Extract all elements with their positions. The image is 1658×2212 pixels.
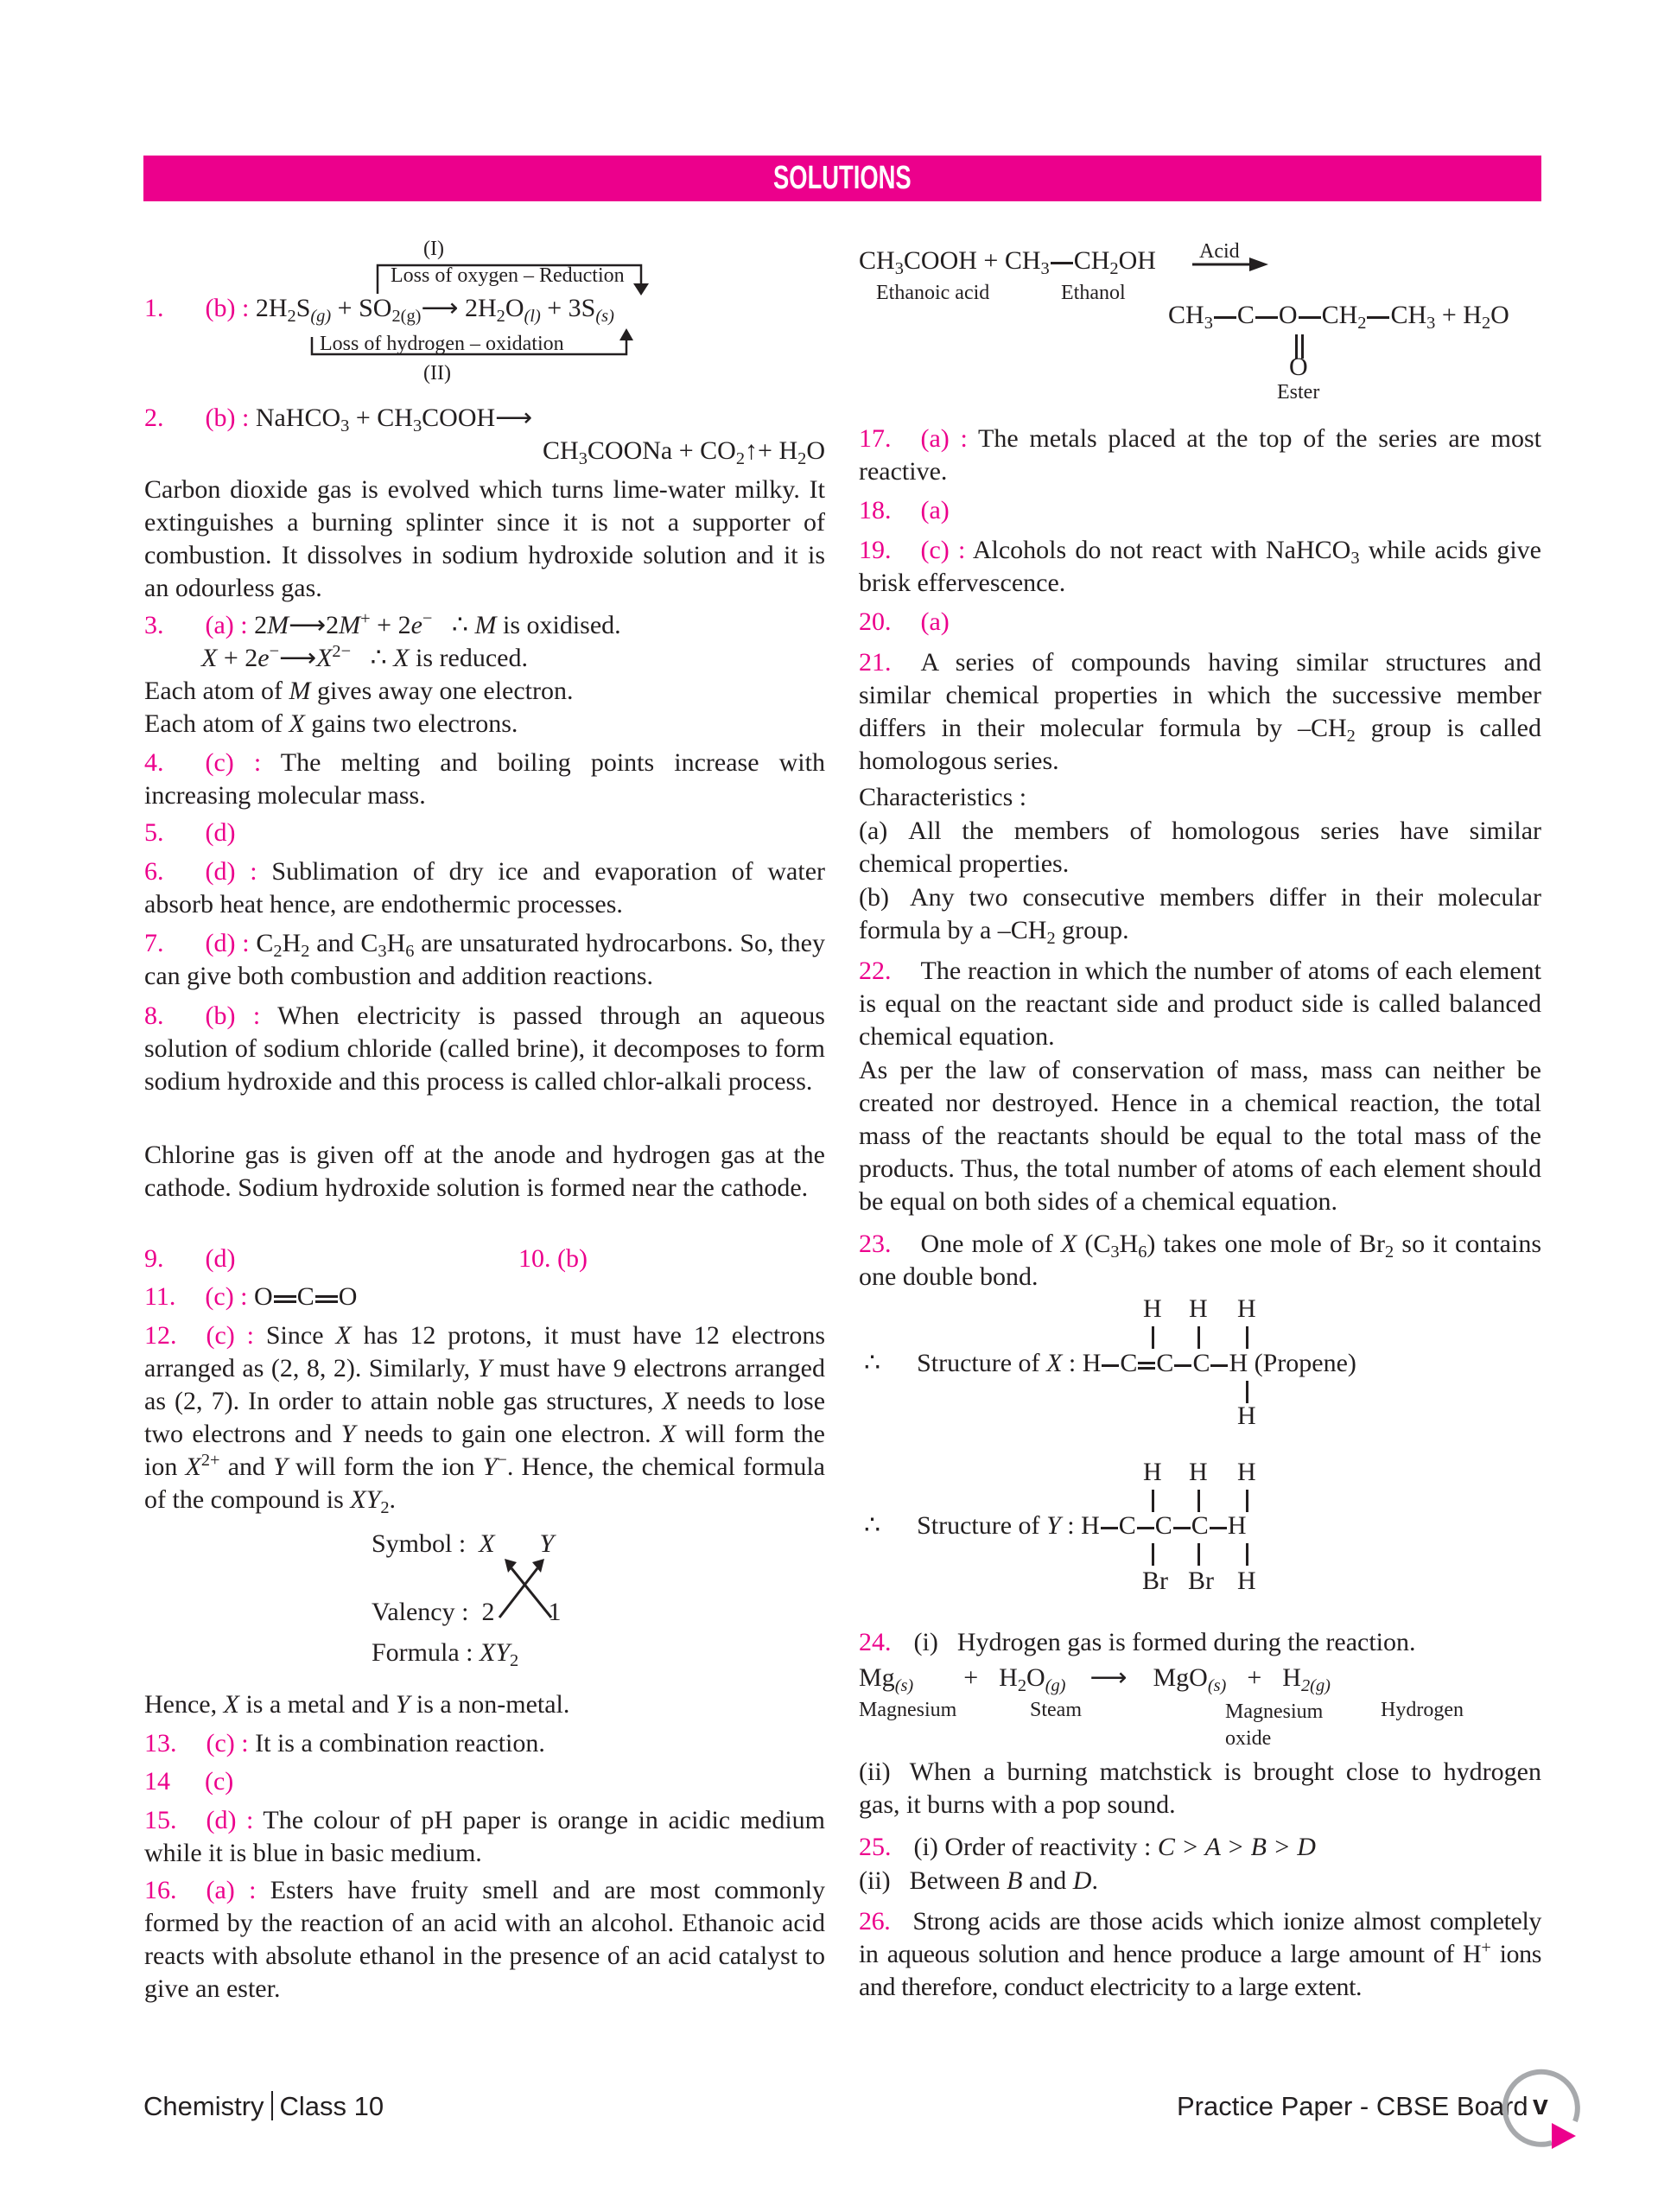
q23-number: 23. bbox=[859, 1230, 892, 1258]
answer-q10 bbox=[518, 1243, 588, 1275]
q10-number: 10. bbox=[518, 1244, 551, 1273]
q15-number: 15. bbox=[144, 1806, 177, 1834]
q12-conclusion: Hence, X is a metal and Y is a non-metal. bbox=[144, 1690, 570, 1719]
double-bond bbox=[274, 1295, 296, 1303]
footer-paper-title: Practice Paper - CBSE Board bbox=[1177, 2091, 1528, 2121]
q20-option: (a) bbox=[920, 607, 950, 636]
answer-q16: 16. (a) : Esters have fruity smell and are most commonly formed by the reaction of an acid with an alcohol. Ethanoic acid reacts with absolute ethanol in the presence of an acid catalyst to give an ester. bbox=[144, 1876, 825, 2003]
q17-option: (a) : bbox=[920, 424, 968, 453]
q21-characteristic-b: (b) Any two consecutive members differ in their molecular formula by a $-CH_2$ group. bbox=[859, 883, 1541, 949]
answer-q7: 7. (d) : $C_2H_2$ and $C_3H_6$ are unsaturated hydrocarbons. So, they can give both combustion and addition reactions. bbox=[144, 929, 825, 990]
answer-q12: 12. (c) : Since X has 12 protons, it must have 12 electrons arranged as (2, 8, 2). Similarly, Y must have 9 electrons arranged as (2, 7). In order to attain noble gas structures, X needs to lose two electrons and Y needs to gain one electron. X will form the ion $X^{2+}$ and Y will form the ion Y−. Hence, the chemical formula of the compound is $XY_2$. bbox=[144, 1321, 826, 1518]
answer-q13: 13. (c) : It is a combination reaction. bbox=[144, 1729, 545, 1758]
q3-option: (a) : bbox=[205, 611, 248, 639]
footer-class: Class 10 bbox=[279, 2091, 384, 2121]
q21-characteristics-heading: Characteristics : bbox=[859, 783, 1027, 811]
q4-number: 4. bbox=[144, 748, 164, 777]
y-top-h-3: H bbox=[1237, 1458, 1256, 1486]
answer-q21: 21. A series of compounds having similar structures and similar chemical properties in which the successive member differs in their molecular formula by $-CH_2$ group is called homologous series. bbox=[859, 648, 1541, 775]
bond-line bbox=[1197, 1543, 1200, 1566]
x-top-h-1: H bbox=[1143, 1294, 1162, 1323]
bond-line bbox=[1246, 1490, 1248, 1512]
answer-q2 bbox=[144, 402, 825, 435]
q1-oxidation-label: Loss of hydrogen – oxidation bbox=[320, 333, 564, 355]
label-magnesium-oxide: Magnesium oxide bbox=[1225, 1700, 1324, 1750]
q14-number: 14 bbox=[144, 1767, 170, 1796]
bond-line bbox=[1152, 1490, 1154, 1512]
q22-number: 22. bbox=[859, 957, 892, 985]
q25-part-ii: (ii) Between B and D. bbox=[859, 1866, 1098, 1895]
q10-option: (b) bbox=[557, 1244, 588, 1273]
q6-number: 6. bbox=[144, 857, 164, 886]
q21-number: 21. bbox=[859, 648, 892, 677]
q1-label-top: (I) bbox=[423, 238, 444, 260]
label-steam: Steam bbox=[1030, 1699, 1082, 1721]
co2-structure: O C O bbox=[254, 1282, 358, 1311]
x-top-h-2: H bbox=[1189, 1294, 1208, 1323]
section-banner bbox=[143, 156, 1541, 201]
q18-option: (a) bbox=[920, 496, 950, 524]
label-hydrogen: Hydrogen bbox=[1381, 1699, 1464, 1721]
q1-number: 1. bbox=[144, 294, 164, 322]
q8-option: (b) : bbox=[205, 1001, 261, 1030]
bond-line bbox=[1197, 1326, 1200, 1349]
q9-number: 9. bbox=[144, 1244, 164, 1273]
q20-number: 20. bbox=[859, 607, 892, 636]
q14-option: (c) bbox=[205, 1767, 234, 1796]
q2-equation-line1: NaHCO$_3$ + $CH_3COOH⟶$ bbox=[255, 404, 533, 436]
q3-explanation-1: Each atom of M gives away one electron. bbox=[144, 677, 574, 705]
answer-q19: 19. (c) : Alcohols do not react with NaHCO$_3$ while acids give brisk effervescence. bbox=[859, 536, 1541, 597]
answer-q3: 3. (a) : 2M⟶2M+ + 2e− ∴ M is oxidised. bbox=[144, 608, 621, 639]
q26-number: 26. bbox=[859, 1907, 891, 1936]
q8-explanation: Chlorine gas is given off at the anode and hydrogen gas at the cathode. Sodium hydroxide solution is formed near the cathode. bbox=[144, 1141, 825, 1202]
q2-option: (b) : bbox=[205, 404, 250, 432]
q1-reduction-label: Loss of oxygen – Reduction bbox=[391, 264, 625, 287]
bond-line bbox=[1152, 1543, 1154, 1566]
answer-q15: 15. (d) : The colour of pH paper is orange in acidic medium while it is blue in basic medium. bbox=[144, 1806, 825, 1867]
q22-explanation: As per the law of conservation of mass, mass can neither be created nor destroyed. Hence in a chemical reaction, the total mass of the reactants should be equal to the total mass of the products. Thus, the total number of atoms of each element should be equal on both sides of a chemical equation. bbox=[859, 1056, 1541, 1216]
y-structure-row: ∴ Structure of Y : H C C C H bbox=[864, 1511, 1247, 1540]
q1-option: (b) : bbox=[205, 294, 250, 322]
symbol-row: Symbol : X Y bbox=[372, 1529, 555, 1558]
q5-option: (d) bbox=[205, 818, 236, 847]
q24-number: 24. bbox=[859, 1628, 892, 1656]
formula-row: Formula : $XY_2$ bbox=[372, 1638, 519, 1671]
q9-option: (d) bbox=[205, 1244, 236, 1273]
q11-option: (c) : bbox=[205, 1282, 248, 1311]
x-structure-row: ∴ Structure of X : H C C C H (Propene) bbox=[864, 1349, 1356, 1377]
play-arrow-icon bbox=[1552, 2123, 1576, 2149]
oxidation-arrowhead bbox=[619, 328, 633, 340]
label-magnesium: Magnesium bbox=[859, 1699, 957, 1721]
answer-q1 bbox=[144, 292, 825, 325]
x-bottom-h: H bbox=[1237, 1402, 1256, 1430]
q15-option: (d) : bbox=[206, 1806, 254, 1834]
q24-part-ii: (ii) When a burning matchstick is brought close to hydrogen gas, it burns with a pop sound. bbox=[859, 1758, 1541, 1819]
answer-q22: 22. The reaction in which the number of atoms of each element is equal on the reactant side and product side is called balanced chemical equation. bbox=[859, 957, 1541, 1051]
page-number: v bbox=[1533, 2089, 1548, 2120]
answer-q20 bbox=[859, 606, 1541, 639]
q18-number: 18. bbox=[859, 496, 892, 524]
esterification-reactants: $CH_3COOH + CH_3$ $CH_2OH$ bbox=[859, 246, 1156, 279]
reaction-arrow bbox=[1192, 256, 1270, 273]
answer-q14 bbox=[144, 1765, 825, 1798]
q25-number: 25. bbox=[859, 1833, 892, 1861]
label-ethanoic-acid: Ethanoic acid bbox=[876, 282, 990, 304]
answer-q4: 4. (c) : The melting and boiling points increase with increasing molecular mass. bbox=[144, 748, 825, 810]
q16-number: 16. bbox=[144, 1876, 177, 1904]
q13-number: 13. bbox=[144, 1729, 177, 1758]
label-ethanol: Ethanol bbox=[1061, 282, 1126, 304]
answer-q6: 6. (d) : Sublimation of dry ice and evaporation of water absorb heat hence, are endothermic processes. bbox=[144, 857, 826, 918]
q3-line2: $X + 2e^-⟶X^{2-}$ ∴ X is reduced. bbox=[201, 641, 528, 672]
q7-option: (d) : bbox=[205, 929, 250, 957]
q7-number: 7. bbox=[144, 929, 164, 957]
y-top-h-2: H bbox=[1189, 1458, 1208, 1486]
bond-line bbox=[1246, 1543, 1248, 1566]
q12-option: (c) : bbox=[206, 1321, 254, 1350]
bond-line bbox=[1246, 1326, 1248, 1349]
ester-product: $CH_3$ C O $CH_2$ $CH_3 + H_2O$ bbox=[1168, 301, 1509, 334]
catalyst-label: Acid bbox=[1199, 240, 1240, 263]
valency-row: Valency : 2 1 bbox=[372, 1598, 562, 1626]
q16-option: (a) : bbox=[206, 1876, 257, 1904]
y-bottom-2: Br bbox=[1188, 1567, 1214, 1595]
bond-line bbox=[1152, 1326, 1154, 1349]
x-top-h-3: H bbox=[1237, 1294, 1256, 1323]
q21-characteristic-a: (a) All the members of homologous series have similar chemical properties. bbox=[859, 817, 1541, 878]
answer-q18 bbox=[859, 494, 1541, 527]
q2-number: 2. bbox=[144, 404, 164, 432]
bond-line bbox=[1197, 1490, 1200, 1512]
q1-equation: $2H_2S_{(g)}$ + $SO_{2(g)}⟶$ $2H_2O_{(l)} + 3S_{(s)}$ bbox=[255, 294, 614, 327]
answer-q8: 8. (b) : When electricity is passed through an aqueous solution of sodium chloride (called brine), it decomposes to form sodium hydroxide and this process is called chlor-alkali process. bbox=[144, 1001, 825, 1096]
q3-explanation-2: Each atom of X gains two electrons. bbox=[144, 709, 518, 738]
q2-equation-line2: $CH_3COONa$ + $CO_2↑+ H_2O$ bbox=[543, 436, 825, 469]
q6-option: (d) : bbox=[205, 857, 257, 886]
q5-number: 5. bbox=[144, 818, 164, 847]
q4-option: (c) : bbox=[205, 748, 262, 777]
answer-q24: 24. (i) Hydrogen gas is formed during the reaction. bbox=[859, 1628, 1416, 1656]
q8-number: 8. bbox=[144, 1001, 164, 1030]
q3-number: 3. bbox=[144, 611, 164, 639]
q1-label-bottom: (II) bbox=[423, 362, 451, 385]
answer-q25: 25. (i) Order of reactivity : C > A > B > D bbox=[859, 1833, 1316, 1861]
label-ester: Ester bbox=[1277, 381, 1320, 404]
answer-q26: 26. Strong acids are those acids which ionize almost completely in aqueous solution and hence produce a large amount of H+ ions and therefore, conduct electricity to a large extent. bbox=[859, 1907, 1542, 2001]
reduction-bracket bbox=[378, 265, 641, 294]
double-bond bbox=[315, 1295, 338, 1303]
answer-q11 bbox=[144, 1281, 825, 1313]
answer-q5 bbox=[144, 817, 825, 849]
banner-title: SOLUTIONS bbox=[773, 160, 912, 196]
q19-number: 19. bbox=[859, 536, 892, 564]
footer-separator bbox=[271, 2091, 273, 2120]
q2-explanation: Carbon dioxide gas is evolved which turns lime-water milky. It extinguishes a burning splinter since it is not a supporter of combustion. It dissolves in sodium hydroxide solution and it is an odourless gas. bbox=[144, 475, 825, 602]
bond-line bbox=[1246, 1381, 1248, 1403]
footer-subject: Chemistry bbox=[143, 2091, 264, 2121]
q11-number: 11. bbox=[144, 1282, 176, 1311]
answer-q17: 17. (a) : The metals placed at the top of the series are most reactive. bbox=[859, 424, 1542, 486]
answer-q9 bbox=[144, 1243, 825, 1275]
q17-number: 17. bbox=[859, 424, 892, 453]
y-bottom-3: H bbox=[1237, 1567, 1256, 1595]
q12-number: 12. bbox=[144, 1321, 177, 1350]
carbonyl-oxygen: O bbox=[1289, 353, 1308, 381]
y-top-h-1: H bbox=[1143, 1458, 1162, 1486]
footer-left bbox=[143, 2091, 384, 2122]
answer-q23: 23. One mole of X $(C_3H_6)$ takes one mole of $Br_2$ so it contains one double bond. bbox=[859, 1230, 1541, 1291]
q19-option: (c) : bbox=[920, 536, 966, 564]
mg-steam-equation: $Mg_{(s)} + H_2O_{(g)}$ ⟶ $MgO_{(s)} + H_{2(g)}$ bbox=[859, 1663, 1331, 1696]
y-bottom-1: Br bbox=[1142, 1567, 1168, 1595]
q13-option: (c) : bbox=[206, 1729, 249, 1758]
